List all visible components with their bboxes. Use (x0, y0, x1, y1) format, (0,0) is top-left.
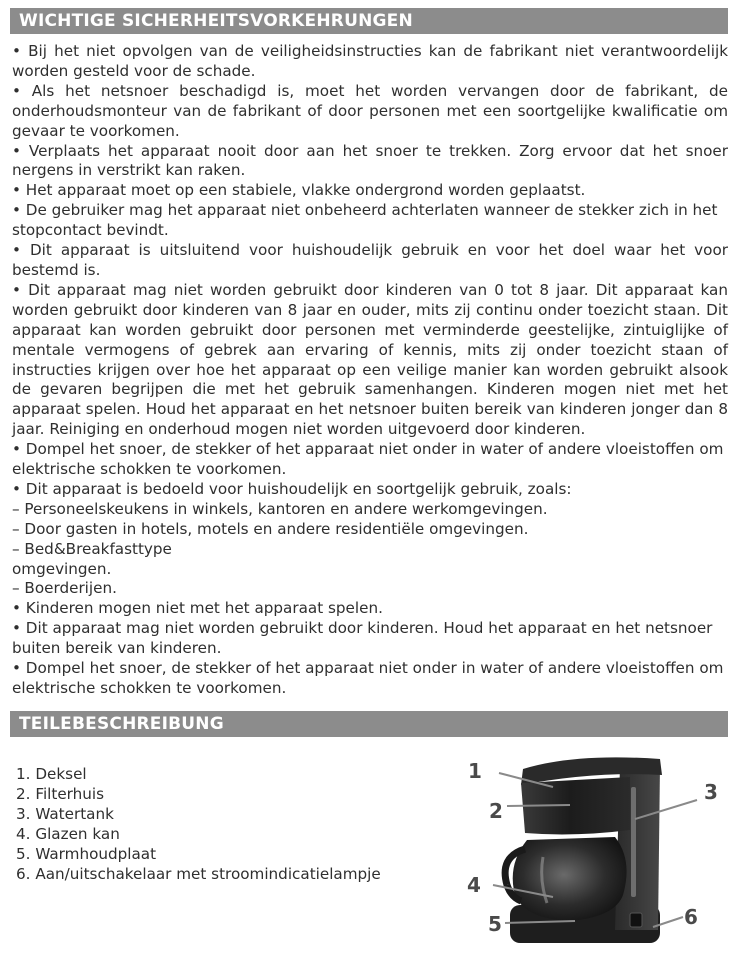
parts-list (16, 765, 436, 884)
safety-heading: WICHTIGE SICHERHEITSVORKEHRUNGEN (10, 8, 728, 34)
safety-paragraph: • Bij het niet opvolgen van de veiligheidsinstructies kan de fabrikant niet verantwoordelijk worden gesteld voor de schade. (12, 42, 728, 80)
parts-list-item: 5. Warmhoudplaat (16, 844, 157, 863)
safety-paragraph: • Dit apparaat mag niet worden gebruikt door kinderen. Houd het apparaat en het netsnoer buiten bereik van kinderen. (12, 619, 713, 658)
safety-paragraph: • Dit apparaat mag niet worden gebruikt door kinderen van 0 tot 8 jaar. Dit apparaat kan worden gebruikt door kinderen van 8 jaar en ouder, mits zij continu onder toezicht staan. Dit apparaat kan worden gebruikt door personen met verminderde geestelijke, zintuiglijke of mentale vermogens of gebrek aan ervaring of kennis, mits zij onder toezicht staan of instructies krijgen over hoe het apparaat op een veilige manier kan worden gebruikt alsook de gevaren begrijpen die met het gebruik samenhangen. Kinderen mogen niet met het apparaat spelen. Houd het apparaat en het netsnoer buiten bereik van kinderen jonger dan 8 jaar. Reiniging en onderhoud mogen niet worden uitgevoerd door kinderen. (12, 280, 728, 439)
safety-subitem: – Personeelskeukens in winkels, kantoren en andere werkomgevingen. (12, 499, 548, 518)
safety-paragraph: • De gebruiker mag het apparaat niet onbeheerd achterlaten wanneer de stekker zich in het stopcontact bevindt. (12, 201, 718, 240)
callout-4: 4 (467, 873, 481, 897)
callout-6: 6 (684, 905, 698, 929)
safety-instructions (12, 42, 728, 699)
safety-paragraph: • Het apparaat moet op een stabiele, vlakke ondergrond worden geplaatst. (12, 181, 586, 200)
callout-2: 2 (489, 799, 503, 823)
safety-paragraph: • Dompel het snoer, de stekker of het apparaat niet onder in water of andere vloeistoffen om elektrische schokken te voorkomen. (12, 440, 724, 479)
parts-list-item: 2. Filterhuis (16, 784, 105, 803)
safety-paragraph: • Dit apparaat is uitsluitend voor huishoudelijk gebruik en voor het doel waar het voor bestemd is. (12, 241, 728, 279)
water-window-shape (631, 787, 636, 897)
coffee-maker-diagram (455, 745, 750, 970)
safety-paragraph: • Dompel het snoer, de stekker of het apparaat niet onder in water of andere vloeistoffen om elektrische schokken te voorkomen. (12, 659, 724, 697)
safety-subitem: omgevingen. (12, 559, 112, 578)
parts-list-item: 4. Glazen kan (16, 824, 120, 843)
callout-3: 3 (704, 780, 718, 804)
safety-subitem: – Boerderijen. (12, 579, 117, 598)
coffee-maker-illustration (455, 745, 750, 970)
parts-heading: TEILEBESCHREIBUNG (10, 711, 728, 737)
parts-list-item: 3. Watertank (16, 804, 114, 823)
safety-subitem: – Bed&Breakfasttype (12, 539, 172, 558)
safety-paragraph: • Als het netsnoer beschadigd is, moet het worden vervangen door de fabrikant, de onderhoudsmonteur van de fabrikant of door personen met een soortgelijke kwalificatie om gevaar te voorkomen. (12, 81, 728, 140)
callout-1: 1 (468, 759, 482, 783)
switch-shape (630, 913, 642, 927)
parts-list-item: 6. Aan/uitschakelaar met stroomindicatielampje (16, 864, 381, 883)
carafe-shape (513, 837, 627, 921)
safety-paragraph: • Verplaats het apparaat nooit door aan het snoer te trekken. Zorg ervoor dat het snoer nergens in verstrikt kan raken. (12, 141, 728, 180)
safety-paragraph: • Dit apparaat is bedoeld voor huishoudelijk en soortgelijk gebruik, zoals: (12, 479, 572, 498)
safety-subitem: – Door gasten in hotels, motels en andere residentiële omgevingen. (12, 519, 529, 538)
safety-paragraph: • Kinderen mogen niet met het apparaat spelen. (12, 599, 383, 618)
parts-list-item: 1. Deksel (16, 765, 87, 783)
callout-5: 5 (488, 912, 502, 936)
